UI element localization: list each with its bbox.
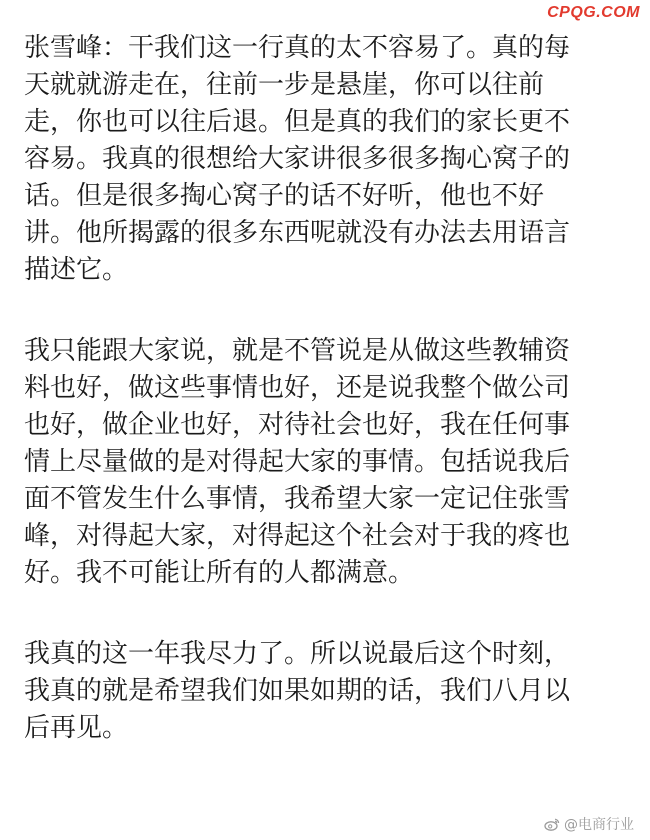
text-line: 天就就游走在，往前一步是悬崖，你可以往前 xyxy=(24,70,545,100)
text-line: 好。我不可能让所有的人都满意。 xyxy=(24,558,415,588)
text-line: 峰，对得起大家，对得起这个社会对于我的疼也 xyxy=(24,521,571,551)
text-line: 话。但是很多掏心窝子的话不好听，他也不好 xyxy=(24,181,545,211)
text-line: 我真的这一年我尽力了。所以说最后这个时刻， xyxy=(24,639,571,669)
text-line: 容易。我真的很想给大家讲很多很多掏心窝子的 xyxy=(24,144,571,174)
text-line: 我真的就是希望我们如果如期的话，我们八月以 xyxy=(24,676,571,706)
text-line: 讲。他所揭露的很多东西呢就没有办法去用语言 xyxy=(24,218,571,248)
text-line: 料也好，做这些事情也好，还是说我整个做公司 xyxy=(24,373,571,403)
paragraph-1 xyxy=(24,30,634,289)
account-name: @电商行业 xyxy=(564,817,634,833)
account-watermark xyxy=(544,814,634,834)
text-line: 张雪峰：干我们这一行真的太不容易了。真的每 xyxy=(24,33,571,63)
paragraph-2 xyxy=(24,333,634,592)
site-watermark: CPQG.COM xyxy=(547,4,640,21)
paragraph-3 xyxy=(24,636,634,747)
text-line: 面不管发生什么事情，我希望大家一定记住张雪 xyxy=(24,484,571,514)
text-line: 后再见。 xyxy=(24,713,129,743)
text-line: 也好，做企业也好，对待社会也好，我在任何事 xyxy=(24,410,571,440)
text-line: 走，你也可以往后退。但是真的我们的家长更不 xyxy=(24,107,571,137)
weibo-icon xyxy=(544,817,560,831)
text-line: 描述它。 xyxy=(24,255,129,285)
text-line: 我只能跟大家说，就是不管说是从做这些教辅资 xyxy=(24,336,571,366)
article-body xyxy=(24,30,634,791)
text-line: 情上尽量做的是对得起大家的事情。包括说我后 xyxy=(24,447,571,477)
